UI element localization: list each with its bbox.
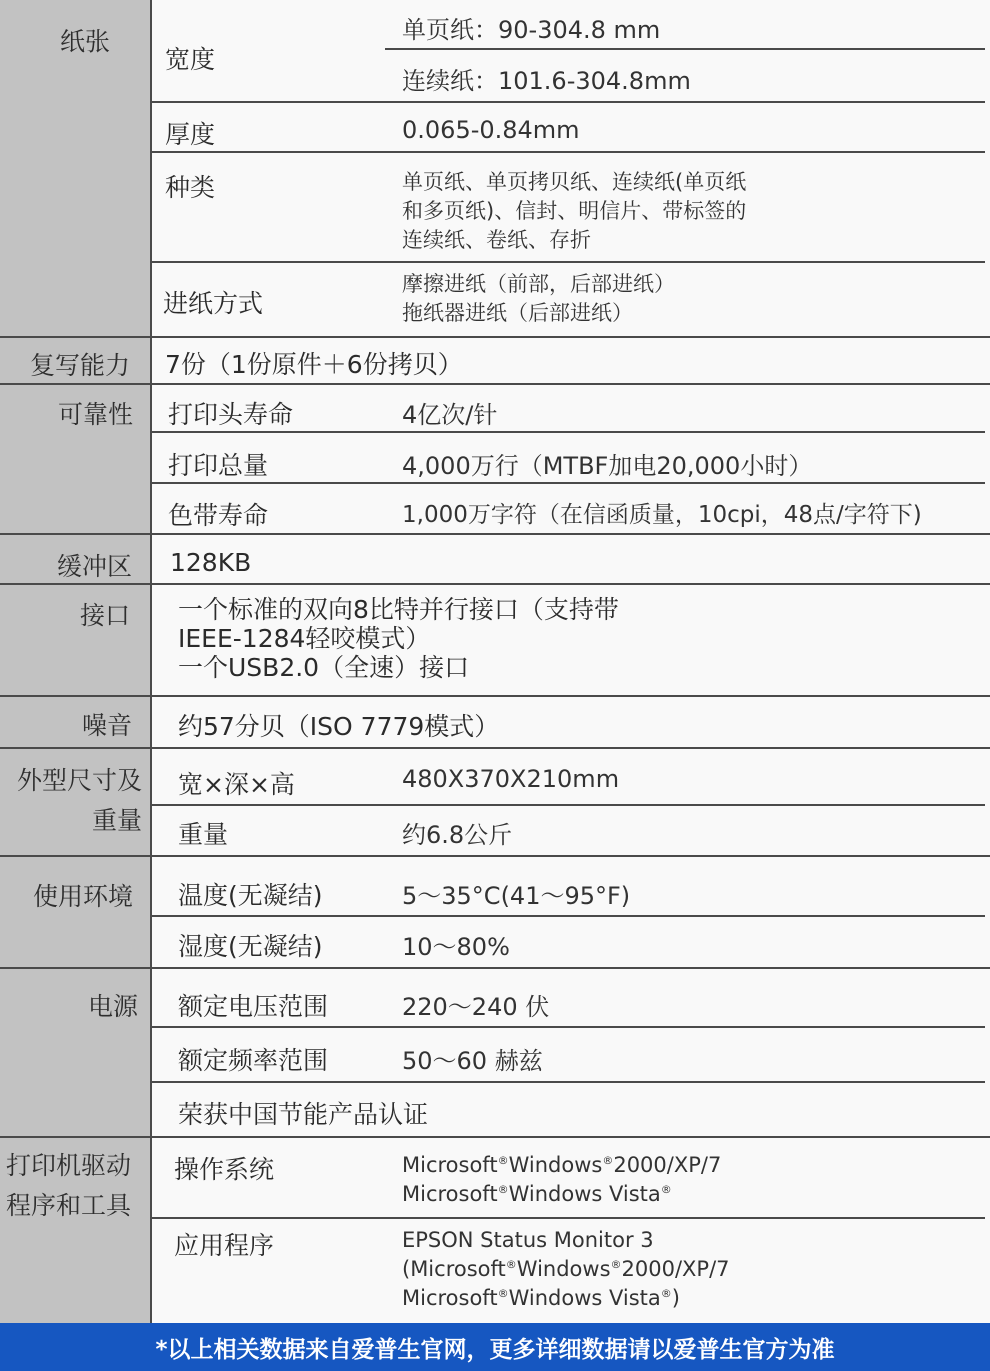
section-divider [0,695,990,697]
paper-feed-label: 进纸方式 [163,289,264,318]
head-life-label: 打印头寿命 [168,400,294,429]
section-divider [0,383,990,385]
row-divider [385,48,985,50]
category-label: 纸张 [60,27,111,56]
category-drivers [0,1138,150,1323]
category-label: 可靠性 [58,400,134,429]
registered-mark: ® [497,1287,509,1300]
footer-banner [0,1323,990,1371]
weight-value: 约6.8公斤 [402,821,513,849]
size-label: 宽×深×高 [178,770,295,799]
row-divider [152,431,985,433]
paper-width-label: 宽度 [165,45,216,74]
registered-mark: ® [497,1183,509,1196]
registered-mark: ® [505,1258,517,1271]
section-divider [0,747,990,749]
category-label: 打印机驱动 程序和工具 [6,1151,132,1220]
category-label: 外型尺寸及 重量 [16,766,142,835]
registered-mark: ® [660,1287,672,1300]
paper-width-single: 单页纸：90-304.8 mm [402,16,661,44]
app-line-1: EPSON Status Monitor 3 [402,1228,654,1252]
os-label: 操作系统 [174,1155,275,1184]
category-interface [0,585,150,695]
print-total-value: 4,000万行（MTBF加电20,000小时） [402,452,813,480]
registered-mark: ® [660,1183,672,1196]
category-label: 使用环境 [33,882,134,911]
noise-value: 约57分贝（ISO 7779模式） [178,712,500,741]
frequency-label: 额定频率范围 [178,1046,329,1075]
registered-mark: ® [610,1258,622,1271]
category-label: 电源 [88,992,139,1021]
section-divider [0,583,990,585]
buffer-value: 128KB [170,548,252,577]
registered-mark: ® [497,1154,509,1167]
os-line-1: Microsoft®Windows®2000/XP/7 [402,1153,722,1177]
column-divider [150,0,152,1323]
section-divider [0,855,990,857]
paper-feed-value: 摩擦进纸（前部，后部进纸） 拖纸器进纸（后部进纸） [402,272,675,325]
temperature-value: 5～35°C(41～95°F) [402,882,631,910]
ribbon-life-value: 1,000万字符（在信函质量，10cpi，48点/字符下) [402,502,922,528]
ribbon-life-label: 色带寿命 [168,501,269,530]
category-label: 接口 [80,601,131,630]
paper-width-continuous: 连续纸：101.6-304.8mm [402,67,691,95]
row-divider [152,915,985,917]
row-divider [152,804,985,806]
section-divider [0,1136,990,1138]
frequency-value: 50～60 赫兹 [402,1047,543,1075]
paper-thickness-label: 厚度 [165,120,216,149]
row-divider [152,151,985,153]
section-divider [0,336,990,338]
category-power [0,969,150,1136]
row-divider [152,261,985,263]
category-buffer [0,535,150,583]
copy-value: 7份（1份原件＋6份拷贝） [165,350,463,379]
paper-type-value: 单页纸、单页拷贝纸、连续纸(单页纸 和多页纸)、信封、明信片、带标签的 连续纸、卷纸、存折 [402,170,747,252]
head-life-value: 4亿次/针 [402,401,498,429]
row-divider [152,482,985,484]
category-label: 噪音 [82,711,133,740]
humidity-value: 10～80% [402,933,510,961]
category-label: 复写能力 [30,351,131,380]
category-dimensions [0,749,150,855]
print-total-label: 打印总量 [168,451,269,480]
size-value: 480X370X210mm [402,765,620,793]
humidity-label: 湿度(无凝结) [178,932,323,961]
paper-type-label: 种类 [165,173,216,202]
app-label: 应用程序 [174,1231,275,1260]
voltage-value: 220～240 伏 [402,993,550,1021]
row-divider [152,1026,985,1028]
weight-label: 重量 [178,820,229,849]
energy-cert: 荣获中国节能产品认证 [178,1100,429,1129]
category-reliability [0,385,150,533]
paper-thickness-value: 0.065-0.84mm [402,116,580,144]
app-line-2: (Microsoft®Windows®2000/XP/7 [402,1257,730,1281]
row-divider [152,1217,985,1219]
app-line-3: Microsoft®Windows Vista®) [402,1286,680,1310]
temperature-label: 温度(无凝结) [178,881,323,910]
section-divider [0,533,990,535]
interface-value: 一个标准的双向8比特并行接口（支持带 IEEE-1284轻咬模式） 一个USB2.0（全速）接口 [178,595,619,682]
row-divider [152,101,985,103]
category-noise [0,697,150,747]
category-environment [0,857,150,967]
footer-note: *以上相关数据来自爱普生官网，更多详细数据请以爱普生官方为准 [155,1336,835,1363]
category-copy [0,338,150,383]
row-divider [152,1081,985,1083]
voltage-label: 额定电压范围 [178,992,329,1021]
section-divider [0,967,990,969]
category-label: 缓冲区 [57,552,133,581]
category-paper [0,0,150,336]
os-line-2: Microsoft®Windows Vista® [402,1182,672,1206]
registered-mark: ® [602,1154,614,1167]
